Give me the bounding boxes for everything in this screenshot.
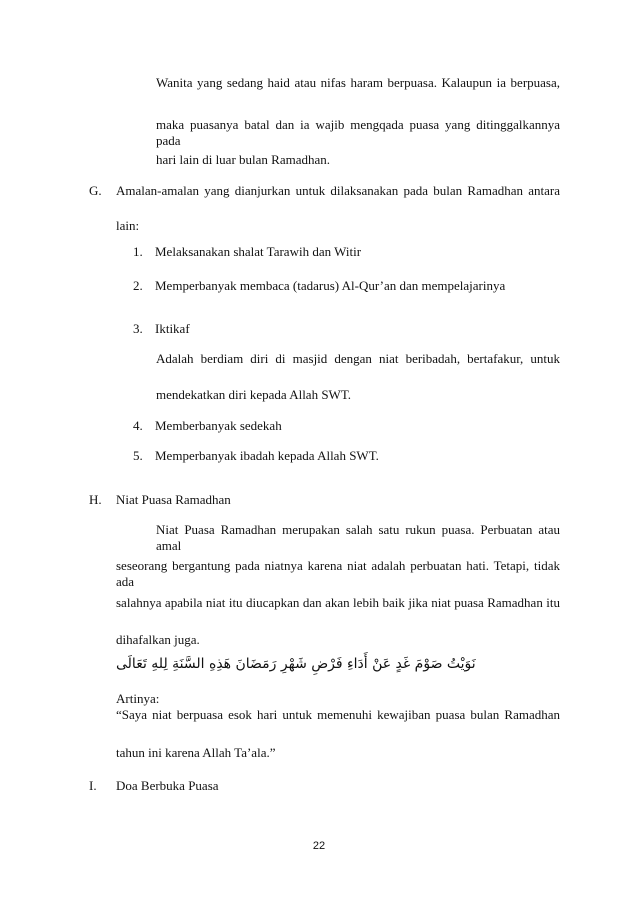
arabic-niat-text: نَوَيْتُ صَوْمَ غَدٍ عَنْ أَدَاءِ فَرْضِ شَهْرِ رَمَضَانَ هَذِهِ السَّنَةِ لِلهِ تَعَالَى: [116, 656, 476, 672]
translation-line: “Saya niat berpuasa esok hari untuk memenuhi kewajiban puasa bulan Ramadhan: [116, 707, 560, 722]
body-line: Niat Puasa Ramadhan merupakan salah satu rukun puasa. Perbuatan atau amal: [156, 522, 560, 553]
section-marker: H.: [89, 492, 102, 507]
section-marker: G.: [89, 183, 102, 198]
list-number: 2.: [133, 278, 143, 293]
section-heading-line: lain:: [116, 218, 140, 233]
list-number: 3.: [133, 321, 143, 336]
section-marker: I.: [89, 778, 97, 793]
list-description-line: Adalah berdiam diri di masjid dengan niat beribadah, bertafakur, untuk: [156, 351, 560, 366]
list-item: [133, 278, 505, 294]
body-line: salahnya apabila niat itu diucapkan dan akan lebih baik jika niat puasa Ramadhan itu: [116, 595, 560, 610]
list-number: 4.: [133, 418, 143, 433]
translation-line: tahun ini karena Allah Ta’ala.”: [116, 745, 276, 760]
list-text: Iktikaf: [155, 321, 190, 336]
list-item: [133, 418, 282, 434]
page-number: 22: [312, 840, 326, 852]
body-line: hari lain di luar bulan Ramadhan.: [156, 152, 331, 167]
body-line: dihafalkan juga.: [116, 632, 200, 647]
body-line: maka puasanya batal dan ia wajib mengqada puasa yang ditinggalkannya pada: [156, 117, 560, 148]
list-text: Memperbanyak membaca (tadarus) Al-Qur’an dan mempelajarinya: [155, 278, 506, 293]
list-item: [133, 244, 361, 260]
section-heading: Doa Berbuka Puasa: [116, 778, 219, 793]
body-line: Wanita yang sedang haid atau nifas haram berpuasa. Kalaupun ia berpuasa,: [156, 75, 560, 90]
list-number: 1.: [133, 244, 143, 259]
section-heading-line: Amalan-amalan yang dianjurkan untuk dilaksanakan pada bulan Ramadhan antara: [116, 183, 560, 198]
list-text: Melaksanakan shalat Tarawih dan Witir: [155, 244, 362, 259]
list-text: Memberbanyak sedekah: [155, 418, 282, 433]
list-item: [133, 448, 379, 464]
section-heading: Niat Puasa Ramadhan: [116, 492, 231, 507]
list-number: 5.: [133, 448, 143, 463]
list-text: Memperbanyak ibadah kepada Allah SWT.: [155, 448, 379, 463]
body-line: seseorang bergantung pada niatnya karena niat adalah perbuatan hati. Tetapi, tidak ada: [116, 558, 560, 589]
list-description-line: mendekatkan diri kepada Allah SWT.: [156, 387, 352, 402]
list-item: [133, 321, 190, 337]
artinya-label: Artinya:: [116, 691, 160, 706]
